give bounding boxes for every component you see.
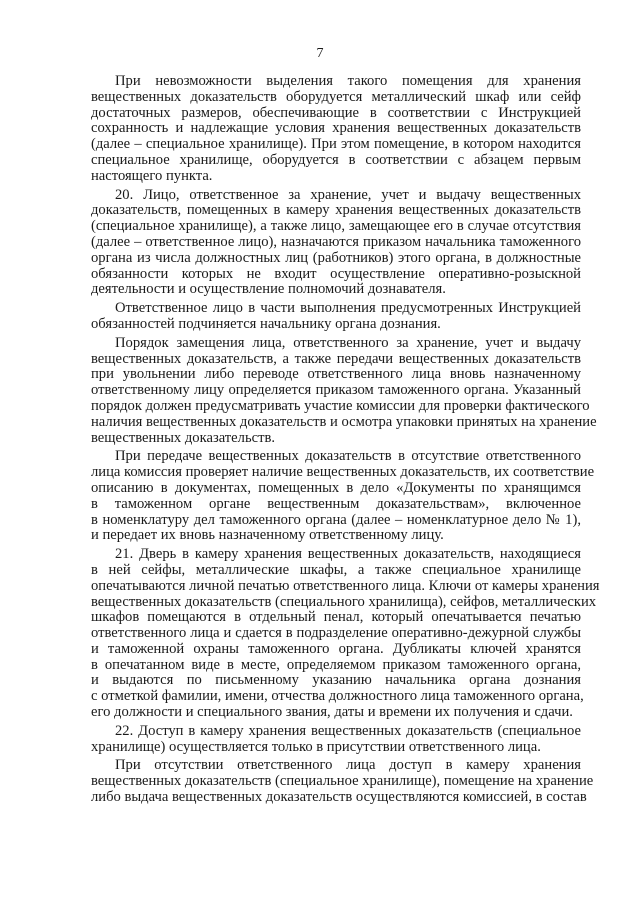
text-line: в номенклатуру дел таможенного органа (далее – номенклатурное дело № 1), (91, 511, 581, 528)
text-line: 20. Лицо, ответственное за хранение, учет и выдачу вещественных (115, 186, 581, 203)
document-body (91, 73, 600, 806)
text-line: хранилище) осуществляется только в присутствии ответственного лица. (91, 738, 541, 755)
text-line: обязанностей подчиняется начальнику органа дознания. (91, 315, 441, 332)
text-line: Ответственное лицо в части выполнения предусмотренных Инструкцией (115, 300, 581, 317)
text-line: (далее – ответственное лицо), назначаются приказом начальника таможенного (91, 233, 581, 250)
text-line: достаточных размеров, обеспечивающие в соответствии с Инструкцией (91, 104, 581, 121)
text-line: либо выдача вещественных доказательств осуществляются комиссией, в состав (91, 789, 587, 806)
text-line: При невозможности выделения такого помещения для хранения (115, 73, 581, 89)
text-line: При отсутствии ответственного лица доступ в камеру хранения (115, 757, 581, 774)
text-line: вещественных доказательств, а также передачи вещественных доказательств (91, 350, 581, 367)
text-line: специальное хранилище, оборудуется в соответствии с абзацем первым (91, 151, 581, 168)
text-line: опечатываются личной печатью ответственного лица. Ключи от камеры хранения (91, 577, 600, 594)
text-line: обязанности которых не входит осуществление оперативно-розыскной (91, 265, 581, 282)
text-line: вещественных доказательств оборудуется металлический шкаф или сейф (91, 88, 581, 105)
text-line: вещественных доказательств (специальное хранилище), помещение на хранение (91, 773, 594, 790)
text-line: деятельности и осуществление полномочий дознавателя. (91, 281, 446, 298)
text-line: 21. Дверь в камеру хранения вещественных доказательств, находящиеся (115, 546, 581, 563)
text-line: настоящего пункта. (91, 167, 213, 184)
text-line: наличия вещественных доказательств и осмотра упаковки принятых на хранение (91, 413, 597, 430)
text-line: порядок должен предусматривать участие комиссии для проверки фактического (91, 397, 590, 414)
text-line: ответственного лица и сдается в подразделение оперативно-дежурной службы (91, 625, 581, 642)
text-line: вещественных доказательств. (91, 429, 275, 446)
text-line: с отметкой фамилии, имени, отчества должностного лица таможенного органа, (91, 688, 584, 705)
text-line: в таможенном органе вещественным доказательствам», включенное (91, 495, 581, 512)
text-line: описанию в документах, помещенных в дело «Документы по хранящимся (91, 479, 581, 496)
text-line: в опечатанном виде в месте, определяемом приказом таможенного органа, (91, 656, 581, 673)
text-line: 22. Доступ в камеру хранения вещественных доказательств (специальное (115, 722, 581, 739)
text-line: и передает их вновь назначенному ответственному лицу. (91, 527, 444, 544)
text-line: в ней сейфы, металлические шкафы, а также специальное хранилище (91, 561, 581, 578)
text-line: (специальное хранилище), а также лицо, замещающее его в случае отсутствия (91, 218, 581, 235)
text-line: вещественных доказательств (специального хранилища), сейфов, металлических (91, 593, 597, 610)
text-line: Порядок замещения лица, ответственного за хранение, учет и выдачу (115, 334, 581, 351)
text-line: и выдаются по письменному указанию начальника органа дознания (91, 672, 581, 689)
text-line: шкафов помещаются в отдельный пенал, который опечатывается печатью (91, 609, 581, 626)
page-number: 7 (316, 46, 324, 61)
text-line: при увольнении либо переводе ответственного лица вновь назначенному (91, 366, 581, 383)
text-line: органа из числа должностных лиц (работников) этого органа, в должностные (91, 249, 581, 266)
text-line: При передаче вещественных доказательств в отсутствие ответственного (115, 448, 581, 465)
text-line: сохранность и надлежащие условия хранения вещественных доказательств (91, 120, 581, 137)
text-line: ответственному лицу определяется приказом таможенного органа. Указанный (91, 382, 581, 399)
text-line: доказательств, помещенных в камеру хранения вещественных доказательств (91, 202, 581, 219)
text-line: лица комиссия проверяет наличие вещественных доказательств, их соответствие (91, 464, 595, 481)
text-line: его должности и специального звания, даты и времени их получения и сдачи. (91, 704, 573, 721)
text-line: (далее – специальное хранилище). При этом помещение, в котором находится (91, 136, 581, 153)
text-line: и таможенной охраны таможенного органа. Дубликаты ключей хранятся (91, 640, 581, 657)
